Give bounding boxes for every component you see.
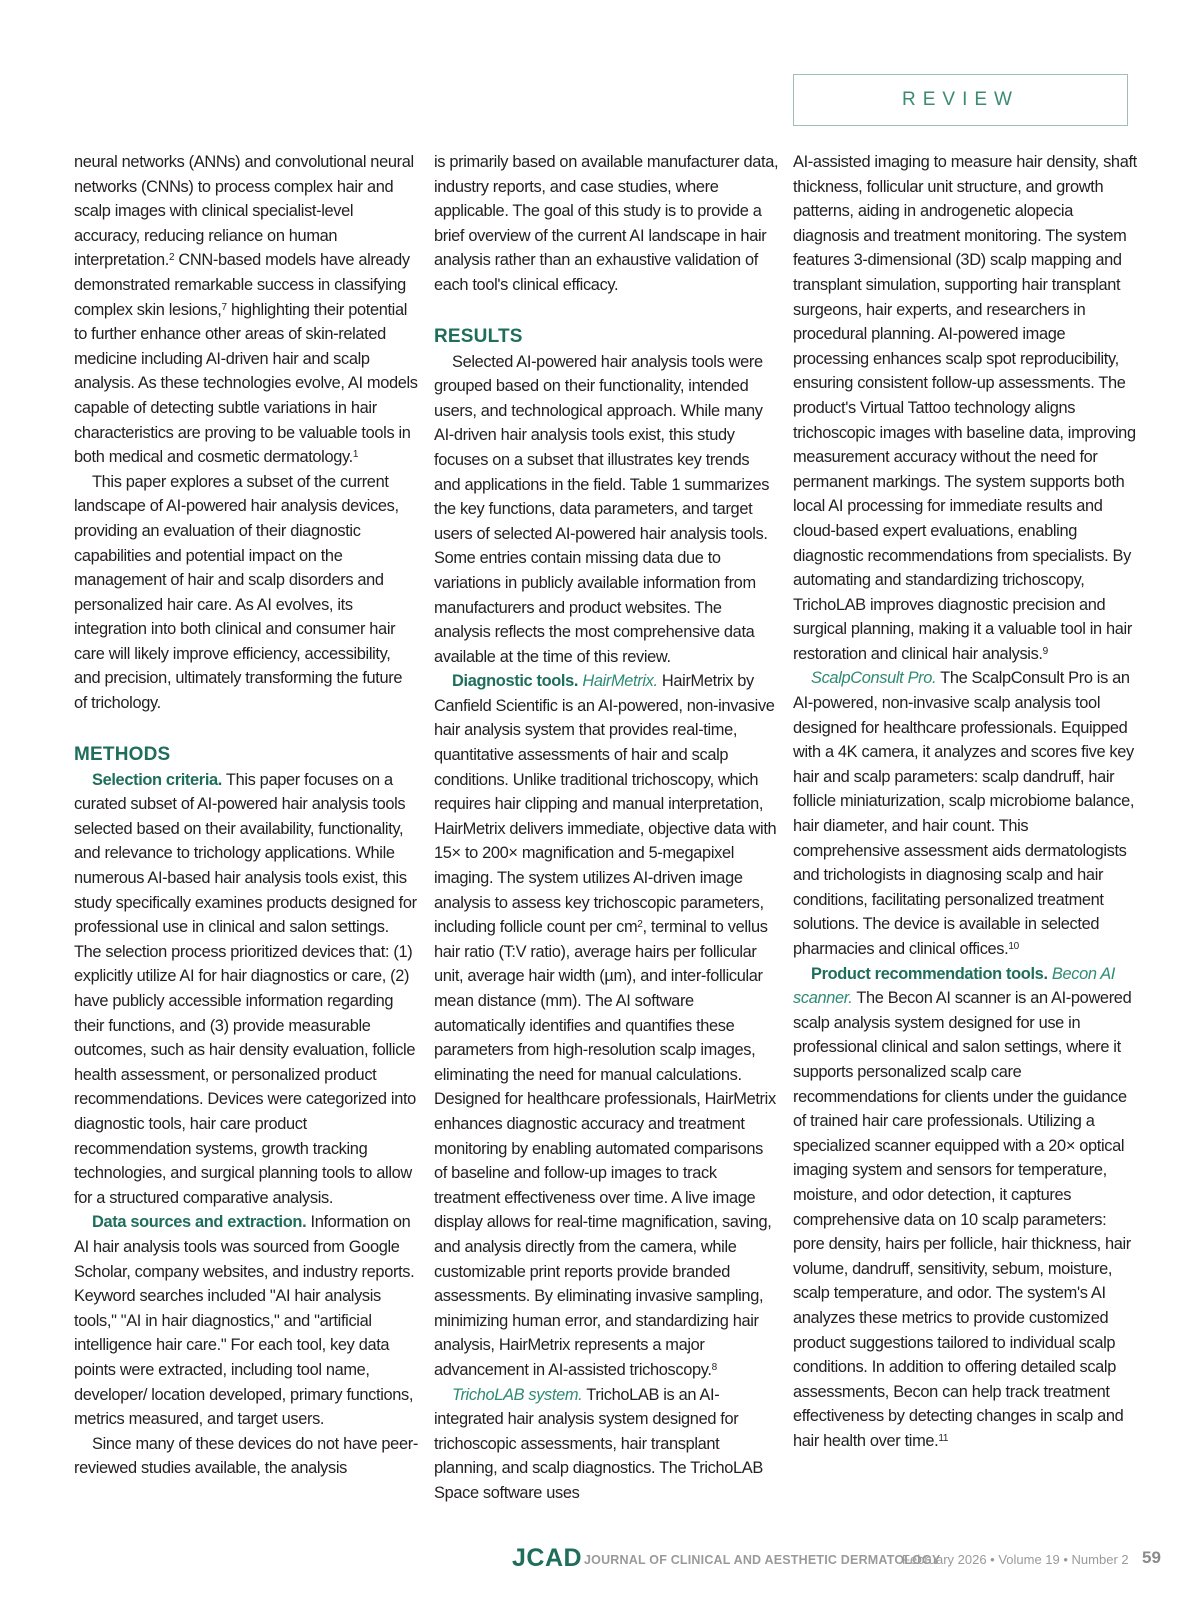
page-number: 59 [1142, 1548, 1161, 1567]
paragraph: Selected AI-powered hair analysis tools were grouped based on their functionality, intended users, and technological approach. While many AI-driven hair analysis tools exist, this study focuses on a subset that illustrates key trends and applications in the field. Table 1 summarizes the key functions, data parameters, and target users of selected AI-powered hair analysis tools. Some entries contain missing data due to variations in publicly available information from manufacturers and product websites. The analysis reflects the most comprehensive data available at the time of this review. [434, 352, 770, 666]
section-label: REVIEW [902, 89, 1019, 110]
reference: 11 [938, 1432, 949, 1444]
paragraph: This paper explores a subset of the current landscape of AI-powered hair analysis devices, providing an evaluation of their diagnostic capabilities and potential impact on the management of hair and scalp disorders and personalized hair care. As AI evolves, its integration into both clinical and consumer hair care will likely improve efficiency, accessibility, and precision, ultimately transforming the future of trichology. [74, 472, 403, 713]
journal-logo: JCAD [512, 1544, 583, 1572]
reference: 9 [1042, 645, 1048, 657]
run-in-heading: Product recommendation tools. [811, 964, 1048, 983]
paragraph: Product recommendation tools. Becon AI scanner. The Becon AI scanner is an AI-powered scalp analysis system designed for use in professional clinical and salon settings, where it supports personalized scalp care recommendations for clients under the guidance of trained hair care professionals. Utilizing a specialized scanner equipped with a 20× optical imaging system and sensors for temperature, moisture, and odor detection, it captures comprehensive data on 10 scalp parameters: pore density, hairs per follicle, hair thickness, hair volume, dandruff, sensitivity, sebum, moisture, scalp temperature, and odor. The system's AI analyzes these metrics to provide customized product suggestions tailored to individual scalp conditions. In addition to offering detailed scalp assessments, Becon can help track treatment effectiveness by detecting changes in scalp and hair health over time.$^{11}$ [793, 964, 1132, 1450]
paragraph: TrichoLAB system. TrichoLAB is an AI-integrated hair analysis system designed for trichoscopic assessments, hair transplant planning, and scalp diagnostics. The TrichoLAB Space software uses [434, 1385, 763, 1502]
reference: 1 [352, 449, 359, 461]
reference: 8 [711, 1361, 717, 1373]
paragraph: ScalpConsult Pro. The ScalpConsult Pro is an AI-powered, non-invasive scalp analysis tool designed for healthcare professionals. Equipped with a 4K camera, it analyzes and scores five key hair and scalp parameters: scalp dandruff, hair follicle miniaturization, scalp microbiome balance, hair diameter, and hair count. This comprehensive assessment aids dermatologists and trichologists in diagnosing scalp and hair conditions, facilitating personalized treatment solutions. The device is available in selected pharmacies and clinical offices.$^{10}$ [793, 669, 1135, 958]
results-heading: RESULTS [434, 325, 523, 347]
paragraph: Selection criteria. This paper focuses on a curated subset of AI-powered hair analysis tools selected based on their availability, functionality, and relevance to trichology applications. While numerous AI-based hair analysis tools exist, this study specifically examines products designed for professional use in clinical and salon settings. The selection process prioritized devices that: (1) explicitly utilize AI for hair diagnostics or care, (2) have publicly accessible information regarding their functions, and (3) provide measurable outcomes, such as hair density evaluation, follicle health assessment, or personalized product recommendations. Devices were categorized into diagnostic tools, hair care product recommendation systems, growth tracking technologies, and surgical planning tools to allow for a structured comparative analysis. [74, 770, 417, 1207]
paragraph: Diagnostic tools. HairMetrix. HairMetrix by Canfield Scientific is an AI-powered, non-invasive hair analysis system that provides real-time, quantitative assessments of hair and scalp conditions. Unlike traditional trichoscopy, which requires hair clipping and manual interpretation, HairMetrix delivers immediate, objective data with 15× to 200× magnification and 5-megapixel imaging. The system utilizes AI-driven image analysis to assess key trichoscopic parameters, including follicle count per $cm^2$, terminal to vellus hair ratio (T:V ratio), average hairs per follicular unit, average hair width (µm), and inter-follicular mean distance (mm). The AI software automatically identifies and quantifies these parameters from high-resolution scalp images, eliminating the need for manual calculations. Designed for healthcare professionals, HairMetrix enhances diagnostic accuracy and treatment monitoring by enabling automated comparisons of baseline and follow-up images to track treatment effectiveness over time. A live image display allows for real-time magnification, saving, and analysis directly from the camera, while customizable print reports provide branded assessments. By eliminating invasive sampling, minimizing human error, and standardizing hair analysis, HairMetrix represents a major advancement in AI-assisted trichoscopy.$^8$ [434, 672, 777, 1379]
reference: 7 [221, 301, 227, 313]
section-label-box [793, 74, 1128, 126]
paragraph: Data sources and extraction. Information on AI hair analysis tools was sourced from Google Scholar, company websites, and industry reports. Keyword searches included "AI hair analysis tools," "AI in hair diagnostics," and "artificial intelligence hair care." For each tool, key data points were extracted, including tool name, developer/ location developed, primary functions, metrics measured, and target users. [74, 1213, 415, 1429]
product-name: HairMetrix. [582, 672, 658, 691]
run-in-heading: Selection criteria. [92, 770, 222, 789]
reference: 10 [1008, 941, 1019, 952]
column-2 [434, 150, 779, 1505]
journal-name: JOURNAL OF CLINICAL AND AESTHETIC DERMATOLOGY [584, 1553, 941, 1567]
paragraph: neural networks (ANNs) and convolutional neural networks (CNNs) to process complex hair and scalp images with clinical specialist-level accuracy, reducing reliance on human interpretation.$^2$ CNN-based models have already demonstrated remarkable success in classifying complex skin lesions,$^7$ highlighting their potential to further enhance other areas of skin-related medicine including AI-driven hair and scalp analysis. As these technologies evolve, AI models capable of detecting subtle variations in hair characteristics are proving to be valuable tools in both medical and cosmetic dermatology.$^1$ [74, 153, 418, 467]
paragraph: Since many of these devices do not have peer-reviewed studies available, the analysis [74, 1434, 418, 1478]
issue-info: February 2026 • Volume 19 • Number 2 [902, 1552, 1129, 1567]
product-name: ScalpConsult Pro. [811, 669, 937, 688]
methods-heading: METHODS [74, 743, 171, 765]
run-in-heading: Data sources and extraction. [92, 1213, 307, 1232]
paragraph: is primarily based on available manufacturer data, industry reports, and case studies, where applicable. The goal of this study is to provide a brief overview of the current AI landscape in hair analysis rather than an exhaustive validation of each tool's clinical efficacy. [434, 153, 779, 294]
page-footer [0, 1544, 1200, 1574]
paragraph: AI-assisted imaging to measure hair density, shaft thickness, follicular unit structure, and growth patterns, aiding in androgenetic alopecia diagnosis and treatment monitoring. The system features 3-dimensional (3D) scalp mapping and transplant simulation, supporting hair transplant surgeons, hair experts, and researchers in procedural planning. AI-powered image processing enhances scalp spot reproducibility, ensuring consistent follow-up assessments. The product's Virtual Tattoo technology aligns trichoscopic images with baseline data, improving measurement accuracy without the need for permanent markings. The system supports both local AI processing for immediate results and cloud-based expert evaluations, enabling diagnostic recommendations from specialists. By automating and standardizing trichoscopy, TrichoLAB improves diagnostic precision and surgical planning, making it a valuable tool in hair restoration and clinical hair analysis.$^9$ [793, 153, 1137, 663]
product-name: TrichoLAB system. [452, 1385, 583, 1404]
run-in-heading: Diagnostic tools. [452, 672, 579, 691]
column-3 [793, 150, 1138, 1453]
reference: 2 [168, 252, 175, 264]
product-name: Becon AI scanner. [793, 964, 1115, 1008]
column-1 [74, 150, 419, 1481]
